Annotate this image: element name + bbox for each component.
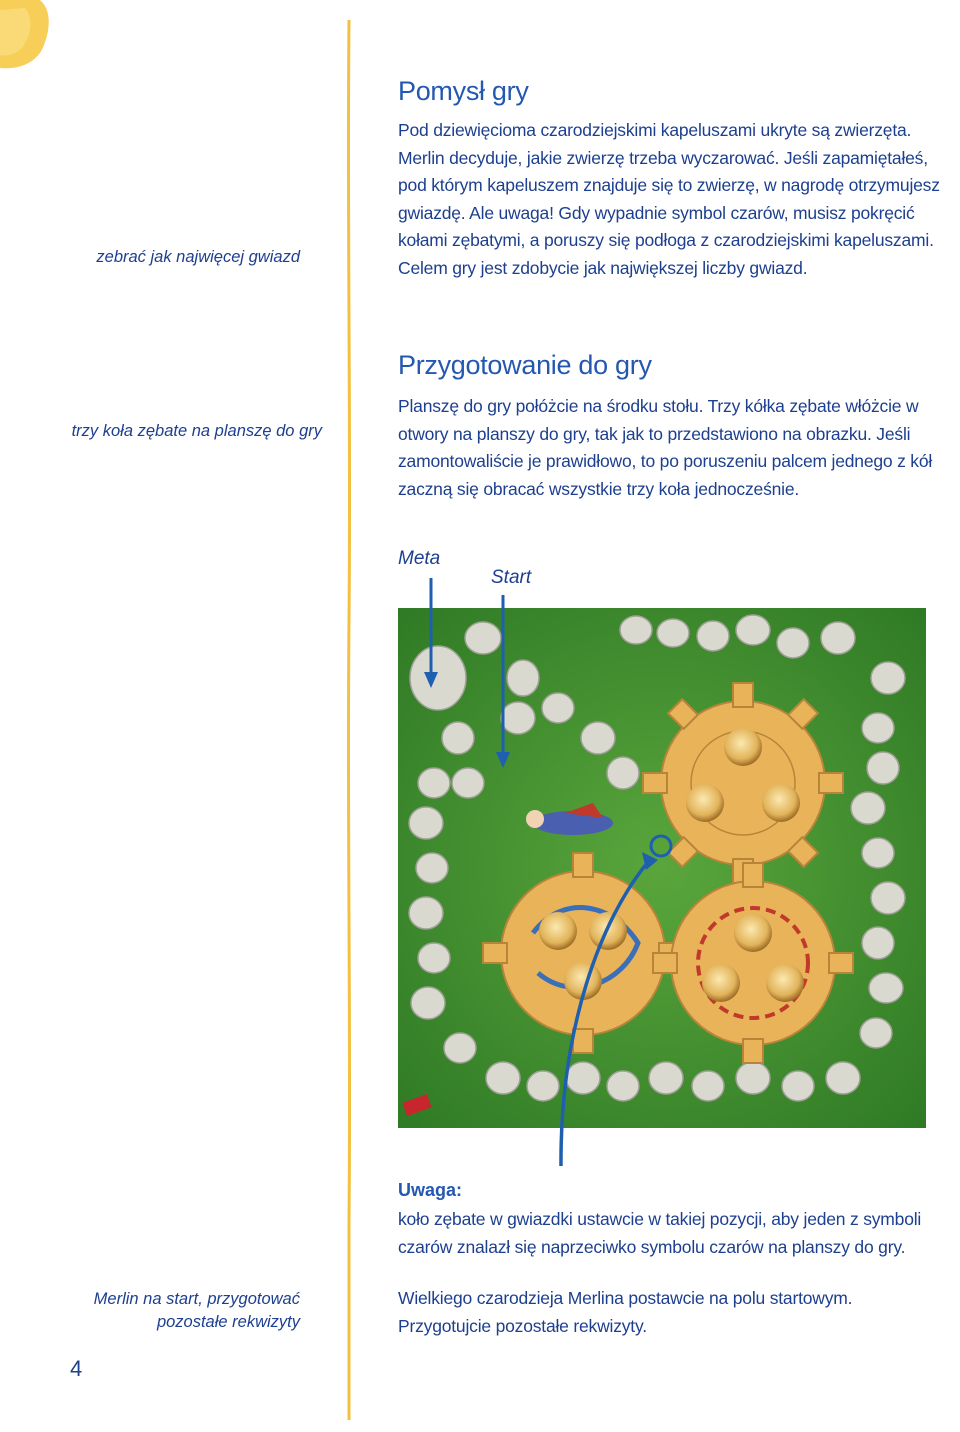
margin-note-merlin-line1: Merlin na start, przygotować bbox=[93, 1290, 300, 1308]
label-finish: Meta bbox=[398, 548, 441, 569]
corner-decoration bbox=[0, 0, 60, 80]
final-text: Wielkiego czarodzieja Merlina postawcie na polu startowym. Przygotujcie pozostałe rekwizyty. bbox=[398, 1288, 853, 1336]
note-title: Uwaga: bbox=[398, 1180, 463, 1200]
note-text: koło zębate w gwiazdki ustawcie w takiej pozycji, aby jeden z symboli czarów znalazł się naprzeciwko symbolu czarów na planszy do gry. bbox=[398, 1209, 922, 1257]
label-start: Start bbox=[491, 567, 532, 588]
margin-note-setup: trzy koła zębate na planszę do gry bbox=[71, 422, 322, 440]
section-setup-title: Przygotowanie do gry bbox=[398, 350, 652, 380]
margin-note-merlin bbox=[40, 1288, 300, 1334]
column-divider bbox=[346, 20, 352, 1420]
section-idea-title: Pomysł gry bbox=[398, 76, 529, 106]
section-setup-text: Planszę do gry połóżcie na środku stołu. Trzy kółka zębate włóżcie w otwory na planszy do gry, tak jak to przedstawiono na obrazku. Jeśli zamontowaliście je prawidłowo, to po poruszeniu palcem jednego z kół zaczną się obracać wszystkie trzy koła jednocześnie. bbox=[398, 396, 933, 499]
margin-note-goal: zebrać jak najwięcej gwiazd bbox=[96, 248, 300, 266]
page-number: 4 bbox=[70, 1356, 83, 1381]
section-idea-text: Pod dziewięcioma czarodziejskimi kapeluszami ukryte są zwierzęta. Merlin decyduje, jakie zwierzę trzeba wyczarować. Jeśli zapamiętałeś, pod którym kapeluszem znajduje się to zwierzę, w nagrodę otrzymujesz gwiazdę. Ale uwaga! Gdy wypadnie symbol czarów, musisz pokręcić kołami zębatymi, a poruszy się podłoga z czarodziejskimi kapeluszami. Celem gry jest zdobycie jak największej liczby gwiazd. bbox=[398, 120, 940, 278]
game-board-image bbox=[398, 608, 926, 1128]
margin-note-merlin-line2: pozostałe rekwizyty bbox=[156, 1313, 300, 1332]
